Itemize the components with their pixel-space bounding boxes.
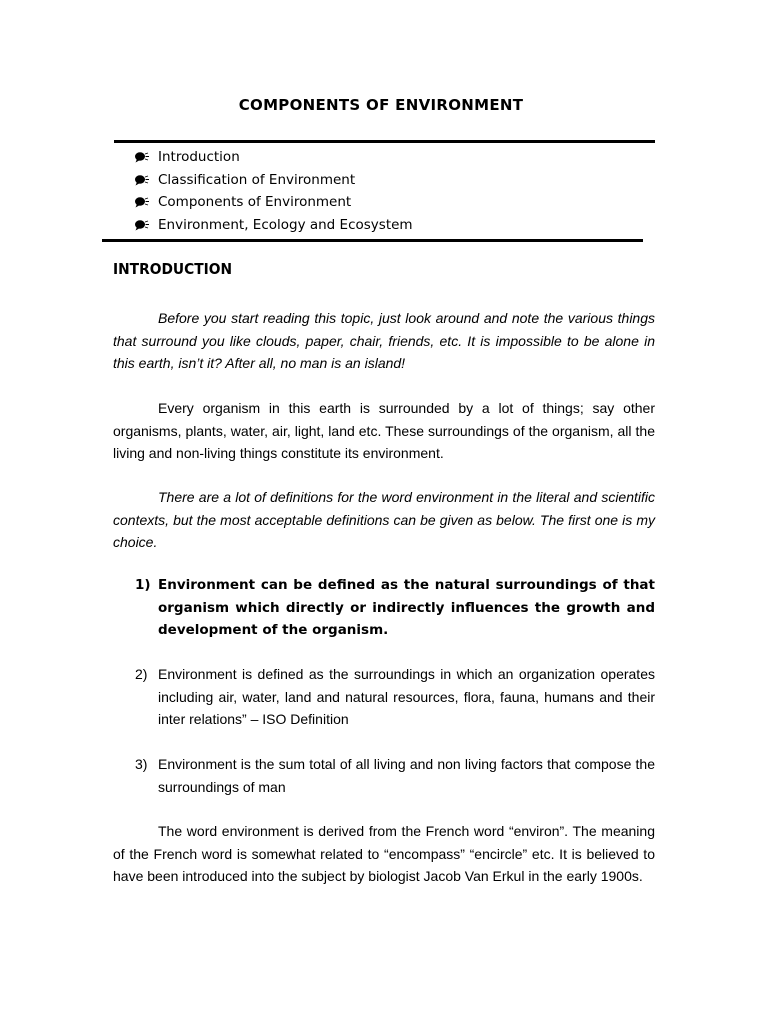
etymology-paragraph: The word environment is derived from the French word “environ”. The meaning of the French word is somewhat related to “encompass” “encircle” etc. It is believed to have been introduced into the subject by biologist Jacob Van Erkul in the early 1900s. <box>113 823 655 884</box>
definition-text: Environment is defined as the surroundings in which an organization operates including air, water, land and natural resources, flora, fauna, humans and their inter relations” – ISO Definition <box>158 666 655 727</box>
intro-paragraph: Before you start reading this topic, just look around and note the various things that surround you like clouds, paper, chair, friends, etc. It is impossible to be alone in this earth, isn’t it? After all, no man is an island! <box>113 310 655 371</box>
topic-item <box>134 169 413 192</box>
definition-item <box>113 574 655 642</box>
section-heading: INTRODUCTION <box>113 260 233 278</box>
document-title: COMPONENTS OF ENVIRONMENT <box>238 96 524 114</box>
speech-bullet-icon <box>134 174 150 186</box>
definition-number: 3) <box>135 756 148 772</box>
top-divider <box>114 140 655 143</box>
topic-label: Introduction <box>158 149 240 165</box>
speech-bullet-icon <box>134 196 150 208</box>
definition-text: Environment is the sum total of all living and non living factors that compose the surroundings of man <box>158 756 655 795</box>
organism-paragraph: Every organism in this earth is surrounded by a lot of things; say other organisms, plants, water, air, light, land etc. These surroundings of the organism, all the living and non-living things constitute its environment. <box>113 400 655 461</box>
topic-label: Classification of Environment <box>158 171 356 188</box>
topic-item <box>134 191 413 214</box>
topic-list <box>134 146 413 236</box>
definition-item <box>113 753 655 798</box>
speech-bullet-icon <box>134 219 150 231</box>
topic-item <box>134 214 413 237</box>
topic-item <box>134 146 413 169</box>
topic-label: Environment, Ecology and Ecosystem <box>158 216 413 233</box>
definition-item <box>113 663 655 731</box>
bottom-divider <box>102 239 643 242</box>
topic-label: Components of Environment <box>158 194 352 210</box>
definition-number: 1) <box>135 577 151 593</box>
speech-bullet-icon <box>134 151 150 163</box>
definitions-intro-paragraph: There are a lot of definitions for the word environment in the literal and scientific contexts, but the most acceptable definitions can be given as below. The first one is my choice. <box>113 489 655 550</box>
definition-text: Environment can be defined as the natural surroundings of that organism which directly or indirectly influences the growth and development of the organism. <box>158 577 655 638</box>
definition-number: 2) <box>135 666 148 682</box>
